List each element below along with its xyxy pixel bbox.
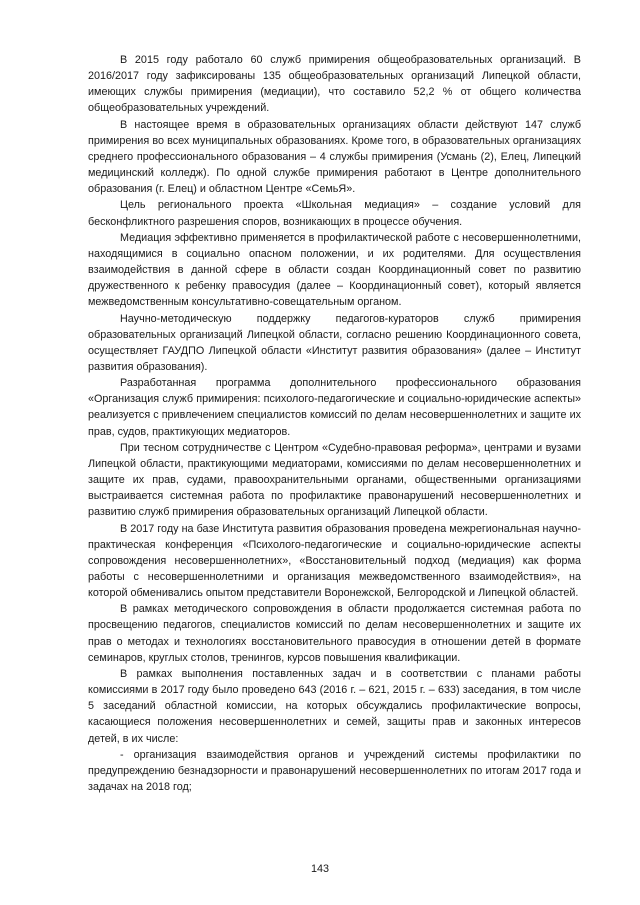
- list-item-interaction: - организация взаимодействия органов и учреждений системы профилактики по предупреждению безнадзорности и правонарушений несовершеннолетних по итогам 2017 года и задачах на 2018 год;: [88, 748, 581, 794]
- paragraph-project-goal: Цель регионального проекта «Школьная медиация» – создание условий для бесконфликтного разрешения споров, возникающих в процессе обучения.: [88, 199, 581, 228]
- page-number: 143: [310, 863, 329, 875]
- paragraph-conference: В 2017 году на базе Института развития образования проведена межрегиональная научно-практическая конференция «Психолого-педагогические и социально-юридические аспекты сопровождения несовершеннолетних», «Восстановительный подход (медиация) как форма работы с несовершеннолетними и организация межведомственного взаимодействия», на которой обменивались опытом представители Воронежской, Белгородской и Липецкой областей.: [88, 522, 581, 600]
- paragraph-methodical-work: В рамках методического сопровождения в области продолжается системная работа по просвещению педагогов, специалистов комиссий по делам несовершеннолетних и защите их прав о методах и технологиях восстановительного правосудия в отношении детей в формате семинаров, круглых столов, тренингов, курсов повышения квалификации.: [88, 603, 581, 664]
- paragraph-methodical-support: Научно-методическую поддержку педагогов-кураторов служб примирения образовательных организаций Липецкой области, согласно решению Координационного совета, осуществляет ГАУДПО Липецкой области «Институт развития образования» (далее – Институт развития образования).: [88, 312, 581, 373]
- paragraph-cooperation: При тесном сотрудничестве с Центром «Судебно-правовая реформа», центрами и вузами Липецкой области, практикующими медиаторами, комиссиями по делам несовершеннолетних и защите их прав, судами, правоохранительными органами, общественными организациями выстраивается системная работа по профилактике правонарушений несовершеннолетних и развитию служб примирения образовательных организаций Липецкой области.: [88, 441, 581, 519]
- paragraph-services-count: В 2015 году работало 60 служб примирения общеобразовательных организаций. В 2016/2017 году зафиксированы 135 общеобразовательных организаций Липецкой области, имеющих службы примирения (медиации), что составило 52,2 % от общего количества общеобразовательных учреждений.: [88, 54, 581, 115]
- paragraph-commission-meetings: В рамках выполнения поставленных задач и в соответствии с планами работы комиссиями в 2017 году было проведено 643 (2016 г. – 621, 2015 г. – 633) заседания, в том числе 5 заседаний областной комиссии, на которых обсуждались профилактические вопросы, касающиеся положения несовершеннолетних и семей, защиты прав и законных интересов детей, в их числе:: [88, 667, 581, 745]
- document-body: [88, 52, 581, 795]
- paragraph-mediation-prevention: Медиация эффективно применяется в профилактической работе с несовершеннолетними, находящимися в социально опасном положении, и их родителями. Для осуществления взаимодействия в данной сфере в области создан Координационный совет по развитию дружественного к ребенку правосудия (далее – Координационный совет), который является межведомственным консультативно-совещательным органом.: [88, 231, 581, 309]
- paragraph-training-program: Разработанная программа дополнительного профессионального образования «Организация служб примирения: психолого-педагогические и социально-юридические аспекты» реализуется с привлечением специалистов комиссий по делам несовершеннолетних и защите их прав, судов, практикующих медиаторов.: [88, 377, 581, 438]
- paragraph-current-services: В настоящее время в образовательных организациях области действуют 147 служб примирения во всех муниципальных образованиях. Кроме того, в образовательных организациях среднего профессионального образования – 4 службы примирения (Усмань (2), Елец, Липецкий медицинский колледж). По одной службе примирения работают в Центре дополнительного образования (г. Елец) и областном Центре «СемьЯ».: [88, 118, 581, 196]
